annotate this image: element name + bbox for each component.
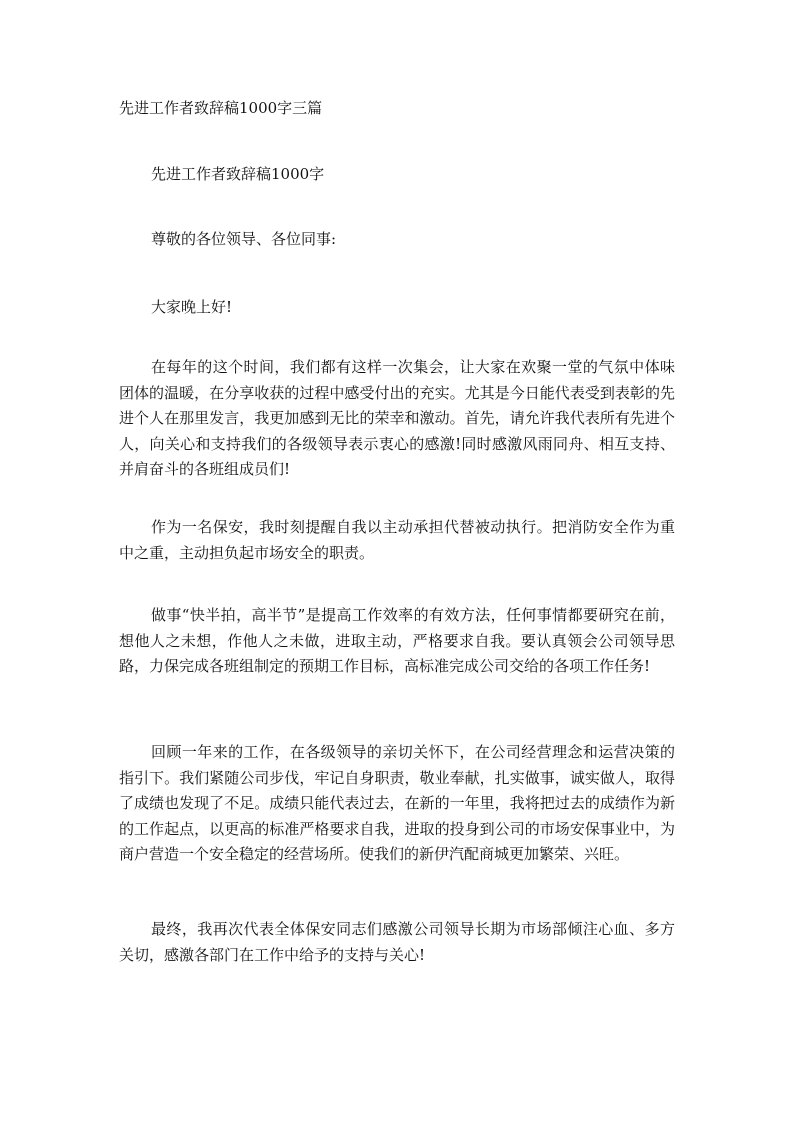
paragraph-5: 最终，我再次代表全体保安同志们感激公司领导长期为市场部倾注心血、多方关切，感激各部门在工作中给予的支持与关心! [119,920,675,964]
paragraph-4: 回顾一年来的工作，在各级领导的亲切关怀下，在公司经营理念和运营决策的指引下。我们紧随公司步伐，牢记自身职责，敬业奉献，扎实做事，诚实做人，取得了成绩也发现了不足。成绩只能代表过去，在新的一年里，我将把过去的成绩作为新的工作起点，以更高的标准严格要求自我，进取的投身到公司的市场安保事业中，为商户营造一个安全稳定的经营场所。使我们的新伊汽配商城更加繁荣、兴旺。 [119,743,675,863]
document-subtitle: 先进工作者致辞稿1000字 [151,165,325,183]
greeting: 大家晚上好! [151,298,233,316]
paragraph-1: 在每年的这个时间，我们都有这样一次集会，让大家在欢聚一堂的气氛中体味团体的温暖，在分享收获的过程中感受付出的充实。尤其是今日能代表受到表彰的先进个人在那里发言，我更加感到无比的荣幸和激动。首先，请允许我代表所有先进个人，向关心和支持我们的各级领导表示衷心的感激!同时感激风雨同舟、相互支持、并肩奋斗的各班组成员们! [119,358,675,478]
document-title: 先进工作者致辞稿1000字三篇 [119,99,323,117]
salutation: 尊敬的各位领导、各位同事: [151,230,337,248]
paragraph-2: 作为一名保安，我时刻提醒自我以主动承担代替被动执行。把消防安全作为重中之重，主动担负起市场安全的职责。 [119,518,675,562]
paragraph-3: 做事“快半拍，高半节”是提高工作效率的有效方法，任何事情都要研究在前，想他人之未想，作他人之未做，进取主动，严格要求自我。要认真领会公司领导思路，力保完成各班组制定的预期工作目标，高标准完成公司交给的各项工作任务! [119,606,675,675]
